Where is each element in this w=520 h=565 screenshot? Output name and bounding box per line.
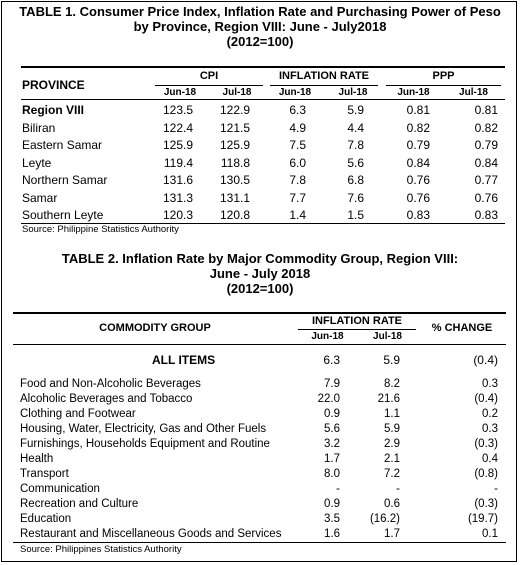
table1-cell-ppp-jul: 0.76 (474, 190, 498, 205)
table1-cell-cpi-jun: 125.9 (162, 138, 193, 152)
table1-cell-inf-jul: 7.8 (347, 138, 364, 152)
table1-header-province: PROVINCE (22, 78, 85, 92)
table1-cell-province: Samar (22, 190, 58, 205)
table1-cell-ppp-jul: 0.83 (474, 208, 498, 222)
table1-cell-inf-jul: 1.5 (347, 208, 364, 222)
table2-cell-jun: 8.0 (324, 468, 340, 480)
table1-sub-cpi-jul: Jul-18 (222, 87, 252, 98)
table2-cell-change: 0.1 (482, 528, 498, 540)
table2-cell-change: (19.7) (467, 513, 498, 525)
table1-cell-inf-jul: 5.6 (347, 155, 364, 170)
table2-all-items-jun: 6.3 (323, 353, 340, 367)
table2-cell-group: Education (20, 513, 72, 525)
table2-cell-change: (0.3) (474, 438, 498, 450)
table1-cell-ppp-jun: 0.82 (406, 120, 430, 135)
table1-cell-cpi-jun: 122.4 (162, 120, 193, 135)
table2-header-group: COMMODITY GROUP (99, 322, 211, 334)
table1-cell-cpi-jun: 119.4 (163, 155, 193, 170)
table1-sub-cpi-jun: Jun-18 (163, 87, 197, 98)
table1-cell-ppp-jun: 0.76 (406, 173, 430, 187)
table1-header-inflation: INFLATION RATE (278, 70, 370, 82)
table1-sub-ppp-jul: Jul-18 (459, 87, 488, 98)
table2-inflation-rule (298, 329, 416, 330)
table1-title-line1: TABLE 1. Consumer Price Index, Inflation Rate and Purchasing Power of Peso (19, 4, 501, 19)
table1-source: Source: Philippine Statistics Authority (22, 224, 179, 235)
table2-cell-group: Clothing and Footwear (20, 408, 136, 420)
table2-cell-jun: 3.2 (324, 438, 340, 450)
table2-cell-jul: 2.9 (384, 438, 400, 450)
table1-cpi-rule (155, 85, 263, 86)
table2-cell-jun: 1.7 (324, 453, 340, 465)
table2-title-line3: (2012=100) (226, 281, 294, 296)
table2-cell-jun: 1.6 (324, 528, 340, 540)
table1-cell-cpi-jun: 131.3 (162, 190, 193, 205)
table2-cell-jun: 5.6 (324, 423, 340, 435)
table1-sub-inf-jul: Jul-18 (338, 87, 368, 98)
table2-cell-jul: 0.6 (384, 498, 400, 510)
table2-cell-jun: 7.9 (324, 378, 340, 390)
table2-source: Source: Philippines Statistics Authority (20, 544, 182, 555)
table2-all-items-jul: 5.9 (383, 353, 400, 367)
table2-cell-group: Furnishings, Households Equipment and Routine (20, 438, 270, 450)
table2-cell-jun: - (336, 483, 340, 495)
table2-cell-group: Housing, Water, Electricity, Gas and Other Fuels (20, 423, 267, 435)
table2-cell-change: (0.8) (474, 468, 498, 480)
table2-sub-jul: Jul-18 (373, 331, 402, 342)
table1-cell-inf-jun: 6.0 (289, 155, 306, 170)
table1-sub-inf-jun: Jun-18 (278, 87, 312, 98)
table2-cell-jul: (16.2) (369, 513, 400, 525)
table1-inflation-rule (270, 85, 378, 86)
table1-cell-province: Region VIII (22, 103, 85, 117)
table1-cell-province: Northern Samar (22, 173, 108, 187)
table1-cell-inf-jun: 4.9 (289, 120, 306, 135)
table2-cell-change: (0.3) (474, 498, 498, 510)
table1-cell-cpi-jul: 125.9 (219, 138, 250, 152)
table1-cell-ppp-jun: 0.76 (406, 190, 430, 205)
table2-cell-jul: 5.9 (384, 423, 400, 435)
table1-cell-ppp-jul: 0.77 (474, 173, 498, 187)
table2-cell-jul: 1.1 (384, 408, 400, 420)
table1-cell-ppp-jul: 0.79 (474, 138, 498, 152)
table2-cell-group: Transport (20, 468, 69, 480)
table2-cell-change: 0.3 (482, 423, 498, 435)
table1-cell-inf-jul: 5.9 (347, 103, 364, 117)
table1-cell-province: Eastern Samar (22, 138, 103, 152)
table2-bottom-rule (13, 542, 506, 543)
table2-cell-jun: 22.0 (317, 393, 340, 405)
table1-cell-ppp-jun: 0.83 (406, 208, 430, 222)
table2-header-rule (13, 344, 506, 345)
table1-header-rule (21, 99, 505, 100)
table1-cell-cpi-jun: 120.3 (162, 208, 193, 222)
table2-cell-jul: 1.7 (384, 528, 400, 540)
table1-cell-inf-jun: 7.7 (289, 190, 306, 205)
table1-cell-cpi-jul: 118.8 (220, 155, 250, 170)
table2-cell-group: Health (20, 453, 54, 465)
table2-cell-jul: 2.1 (384, 453, 400, 465)
table1-cell-cpi-jul: 131.1 (219, 190, 250, 205)
table2-cell-group: Restaurant and Miscellaneous Goods and Services (20, 528, 282, 540)
table1-cell-cpi-jul: 122.9 (219, 103, 250, 117)
table1-header-cpi: CPI (199, 70, 219, 82)
table2-cell-change: 0.3 (482, 378, 498, 390)
table2-cell-change: - (494, 483, 498, 495)
table2-cell-group: Communication (20, 483, 100, 495)
table2-header-change: % CHANGE (431, 322, 493, 334)
table1-cell-ppp-jun: 0.84 (406, 155, 430, 170)
table1-cell-cpi-jul: 121.5 (219, 120, 250, 135)
table2-title-line1: TABLE 2. Inflation Rate by Major Commodity Group, Region VIII: (61, 251, 459, 266)
table1-cell-cpi-jun: 123.5 (162, 103, 193, 117)
table1-title-line2: by Province, Region VIII: June - July2018 (133, 19, 387, 34)
table2-cell-change: (0.4) (474, 393, 498, 405)
table1-ppp-rule (386, 85, 501, 86)
table1-cell-inf-jun: 6.3 (289, 103, 306, 117)
table2-header-inflation: INFLATION RATE (311, 315, 403, 327)
table1-cell-ppp-jul: 0.84 (474, 155, 498, 170)
table1-cell-cpi-jul: 130.5 (219, 173, 250, 187)
table1-cell-inf-jul: 7.6 (347, 190, 364, 205)
table2-cell-change: 0.2 (482, 408, 498, 420)
table1-cell-cpi-jun: 131.6 (162, 173, 193, 187)
table2-cell-jul: - (396, 483, 400, 495)
table1-cell-inf-jul: 6.8 (347, 173, 364, 187)
table1-sub-ppp-jun: Jun-18 (397, 87, 430, 98)
table1-cell-province: Southern Leyte (22, 208, 104, 222)
table2-cell-change: 0.4 (482, 453, 498, 465)
table2-cell-jul: 8.2 (384, 378, 400, 390)
table1-cell-ppp-jul: 0.81 (474, 103, 498, 117)
table1-title-line3: (2012=100) (226, 34, 294, 49)
table2-all-items-label: ALL ITEMS (152, 353, 216, 367)
table1-cell-ppp-jun: 0.79 (406, 138, 430, 152)
table1-cell-inf-jun: 1.4 (289, 208, 306, 222)
table1-cell-inf-jun: 7.8 (289, 173, 306, 187)
table1-cell-province: Biliran (22, 120, 56, 135)
table2-cell-jun: 0.9 (324, 498, 340, 510)
table1-top-rule (21, 66, 505, 68)
table2-cell-group: Alcoholic Beverages and Tobacco (20, 393, 193, 405)
table2-cell-jun: 3.5 (324, 513, 340, 525)
table2-cell-jul: 21.6 (377, 393, 400, 405)
table1-cell-ppp-jul: 0.82 (474, 120, 498, 135)
table2-cell-group: Food and Non-Alcoholic Beverages (20, 378, 201, 390)
table2-top-rule (13, 312, 506, 314)
table2-title-line2: June - July 2018 (209, 266, 311, 281)
table1-cell-inf-jul: 4.4 (347, 120, 364, 135)
table2-cell-jul: 7.2 (384, 468, 400, 480)
table1-header-ppp: PPP (432, 70, 455, 82)
table2-cell-jun: 0.9 (324, 408, 340, 420)
table2-cell-group: Recreation and Culture (20, 498, 139, 510)
table1-cell-ppp-jun: 0.81 (406, 103, 430, 117)
table1-cell-province: Leyte (22, 155, 52, 170)
table2-sub-jun: Jun-18 (311, 331, 344, 342)
table1-cell-inf-jun: 7.5 (289, 138, 306, 152)
table1-cell-cpi-jul: 120.8 (219, 208, 250, 222)
table2-all-items-change: (0.4) (473, 353, 498, 367)
